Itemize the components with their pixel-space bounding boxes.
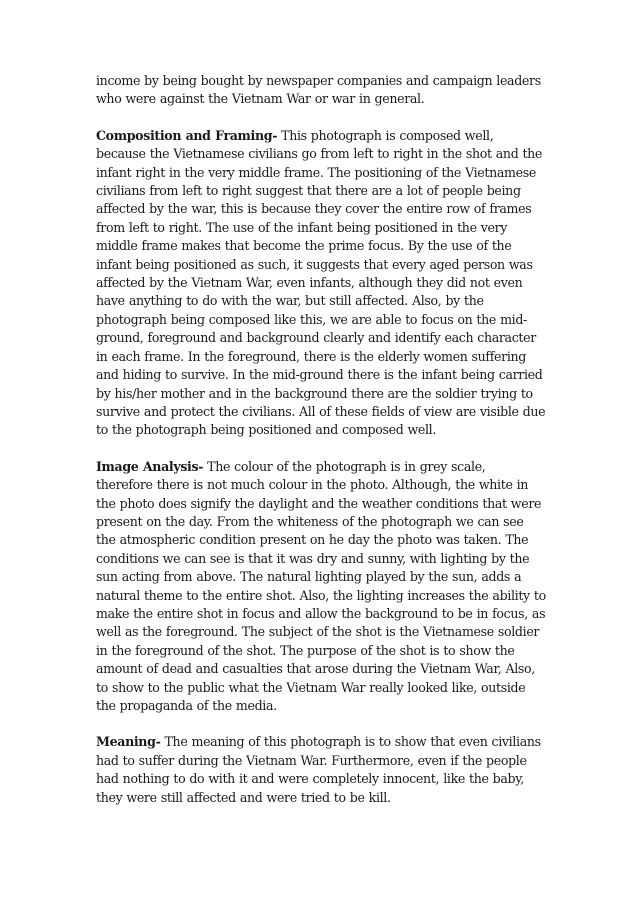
composition-paragraph xyxy=(96,127,546,440)
meaning-paragraph xyxy=(96,733,546,807)
document-page xyxy=(96,72,546,825)
image-analysis-heading: Image Analysis- xyxy=(96,458,204,474)
image-analysis-paragraph xyxy=(96,458,546,716)
intro-paragraph xyxy=(96,72,546,109)
composition-heading: Composition and Framing- xyxy=(96,127,278,143)
meaning-heading: Meaning- xyxy=(96,734,161,750)
intro-text: income by being bought by newspaper companies and campaign leaders who were against the Vietnam War or war in general. xyxy=(96,73,541,107)
meaning-text: The meaning of this photograph is to show that even civilians had to suffer during the Vietnam War. Furthermore, even if the people had nothing to do with it and were completely innocent, like the baby, they were still affected and were tried to be kill. xyxy=(96,734,541,805)
image-analysis-text: The colour of the photograph is in grey scale, therefore there is not much colour in the photo. Although, the white in the photo does signify the daylight and the weather conditions that were present on the day. From the whiteness of the photograph we can see the atmospheric condition present on he day the photo was taken. The conditions we can see is that it was dry and sunny, with lighting by the sun acting from above. The natural lighting played by the sun, adds a natural theme to the entire shot. Also, the lighting increases the ability to make the entire shot in focus and allow the background to be in focus, as well as the foreground. The subject of the shot is the Vietnamese soldier in the foreground of the shot. The purpose of the shot is to show the amount of dead and casualties that arose during the Vietnam War, Also, to show to the public what the Vietnam War really looked like, outside the propaganda of the media. xyxy=(96,458,546,713)
composition-text: This photograph is composed well, because the Vietnamese civilians go from left to right in the shot and the infant right in the very middle frame. The positioning of the Vietnamese civilians from left to right suggest that there are a lot of people being affected by the war, this is because they cover the entire row of frames from left to right. The use of the infant being positioned in the very middle frame makes that become the prime focus. By the use of the infant being positioned as such, it suggests that every aged person was affected by the Vietnam War, even infants, although they did not even have anything to do with the war, but still affected. Also, by the photograph being composed like this, we are able to focus on the mid-ground, foreground and background clearly and identify each character in each frame. In the foreground, there is the elderly women suffering and hiding to survive. In the mid-ground there is the infant being carried by his/her mother and in the background there are the soldier trying to survive and protect the civilians. All of these fields of view are visible due to the photograph being positioned and composed well. xyxy=(96,127,546,438)
